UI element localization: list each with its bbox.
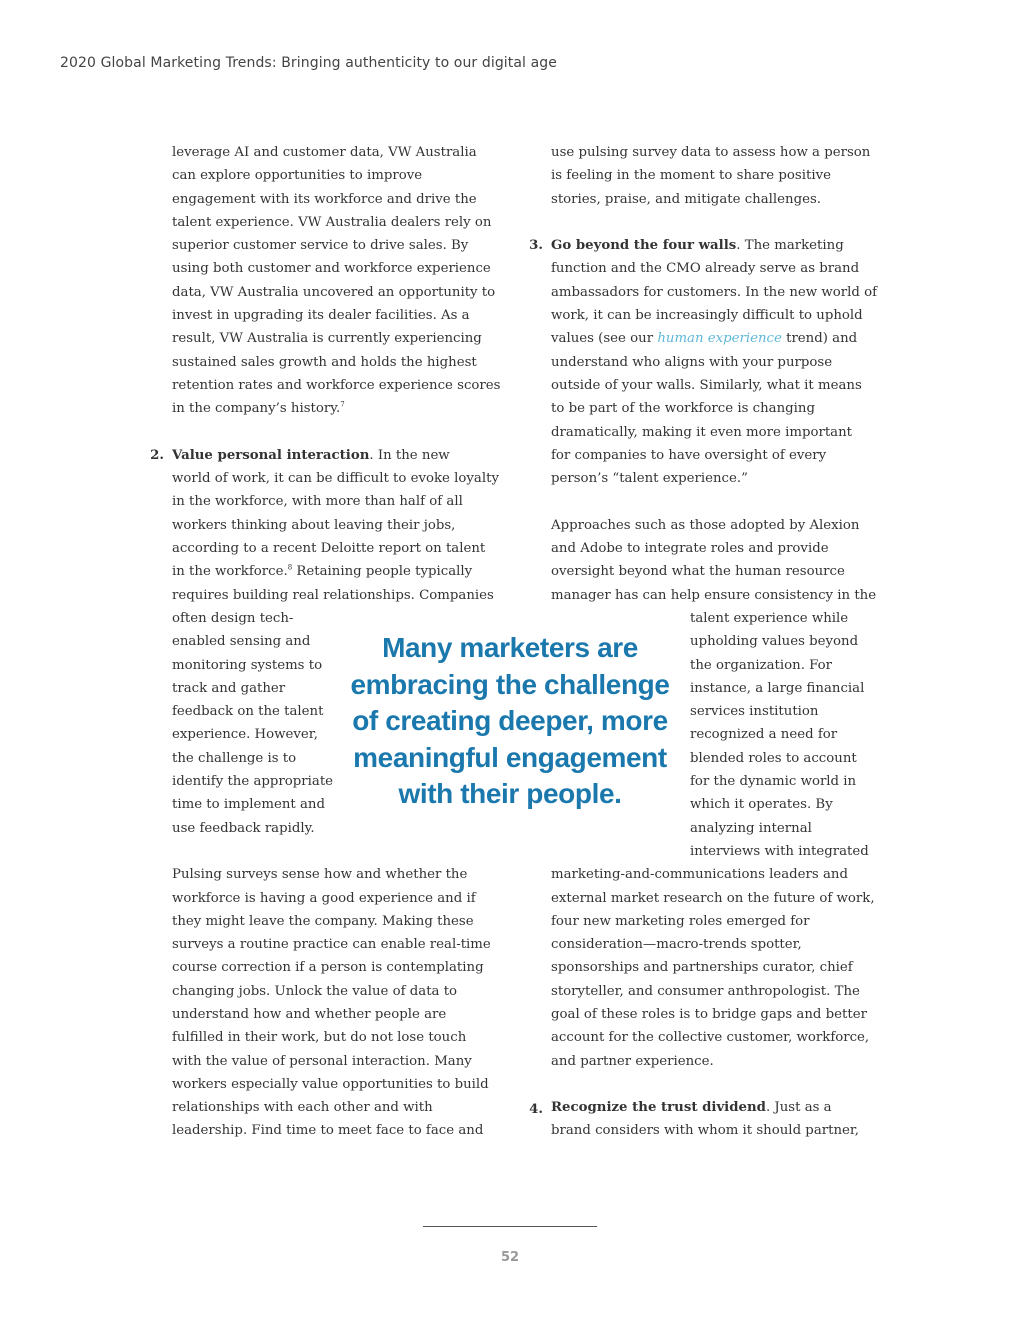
footnote-marker: 8	[287, 563, 293, 572]
item-3-line: person’s “talent experience.”	[551, 471, 748, 487]
item-2-heading-line	[172, 444, 502, 467]
item-2-line: according to a recent Deloitte report on talent	[172, 541, 486, 557]
left-intro-line: superior customer service to drive sales. By	[172, 238, 469, 254]
approaches-line: instance, a large financial	[690, 680, 865, 696]
left-intro-text: in the company’s history.	[172, 401, 341, 417]
approaches-line: account for the collective customer, workforce,	[551, 1030, 870, 1046]
right-intro-line: stories, praise, and mitigate challenges.	[551, 191, 821, 207]
left-intro-line: using both customer and workforce experience	[172, 261, 491, 277]
item-2-line: world of work, it can be difficult to evoke loyalty	[172, 471, 499, 487]
item-4-heading-line	[551, 1096, 881, 1119]
item-2-title-rest: . In the new	[369, 447, 450, 463]
pull-quote-line: of creating deeper, more	[352, 705, 668, 736]
item-3-line: understand who aligns with your purpose	[551, 354, 833, 370]
item-3-line: function and the CMO already serve as brand	[551, 261, 860, 277]
item-2-line	[172, 560, 502, 583]
approaches-line: blended roles to account	[690, 750, 857, 766]
item-2-line: workers thinking about leaving their jobs,	[172, 517, 456, 533]
item-3-line	[551, 327, 881, 350]
approaches-line: analyzing internal	[690, 820, 812, 836]
pulsing-para-line: fulfilled in their work, but do not lose touch	[172, 1030, 467, 1046]
item-3-number: 3.	[529, 238, 543, 253]
right-intro-line: is feeling in the moment to share positive	[551, 168, 831, 184]
pulsing-para-line: leadership. Find time to meet face to face and	[172, 1123, 484, 1139]
item-4-number: 4.	[529, 1102, 543, 1117]
item-2-line: identify the appropriate	[172, 774, 334, 790]
approaches-line: storyteller, and consumer anthropologist. The	[551, 983, 860, 999]
approaches-line: recognized a need for	[690, 727, 838, 743]
item-3-title-rest: . The marketing	[736, 238, 844, 254]
item-2-line: time to implement and	[172, 797, 325, 813]
left-intro-line: result, VW Australia is currently experiencing	[172, 331, 482, 347]
left-intro-line: talent experience. VW Australia dealers rely on	[172, 214, 492, 230]
approaches-line: consideration—macro-trends spotter,	[551, 937, 802, 953]
item-2-line: feedback on the talent	[172, 704, 324, 720]
item-3-line: outside of your walls. Similarly, what it means	[551, 377, 862, 393]
item-3-text: values (see our	[551, 331, 658, 347]
pulsing-para-line: course correction if a person is contemplating	[172, 960, 484, 976]
approaches-line: talent experience while	[690, 610, 849, 626]
left-intro-line: can explore opportunities to improve	[172, 168, 423, 184]
footer-divider	[423, 1226, 597, 1227]
running-header: 2020 Global Marketing Trends: Bringing authenticity to our digital age	[60, 55, 557, 71]
item-2-line: track and gather	[172, 680, 286, 696]
item-3-line: ambassadors for customers. In the new world of	[551, 284, 878, 300]
pulsing-para-line: relationships with each other and with	[172, 1100, 433, 1116]
item-2-text: in the workforce.	[172, 564, 288, 580]
item-2-line: use feedback rapidly.	[172, 820, 315, 836]
item-3-line: for companies to have oversight of every	[551, 447, 827, 463]
item-4-line: brand considers with whom it should partner,	[551, 1123, 859, 1139]
item-3-line: work, it can be increasingly difficult to uphold	[551, 308, 863, 324]
pull-quote	[340, 630, 680, 813]
item-2-line: in the workforce, with more than half of all	[172, 494, 463, 510]
pulsing-para-line: workers especially value opportunities to build	[172, 1076, 489, 1092]
pulsing-para-line: with the value of personal interaction. Many	[172, 1053, 472, 1069]
item-2-line: experience. However,	[172, 727, 318, 743]
left-intro-line: sustained sales growth and holds the highest	[172, 354, 477, 370]
approaches-line: Approaches such as those adopted by Alexion	[551, 517, 860, 533]
left-intro-line: data, VW Australia uncovered an opportunity to	[172, 284, 496, 300]
left-intro-line: engagement with its workforce and drive the	[172, 191, 477, 207]
item-3-heading-line	[551, 234, 881, 257]
item-2-line: monitoring systems to	[172, 657, 323, 673]
item-2-line: requires building real relationships. Companies	[172, 587, 494, 603]
item-4-title: Recognize the trust dividend	[551, 1100, 766, 1116]
right-intro-line: use pulsing survey data to assess how a person	[551, 145, 871, 160]
item-2-number: 2.	[150, 448, 164, 463]
approaches-line: services institution	[690, 704, 819, 720]
item-3-text: trend) and	[781, 331, 858, 347]
left-intro-line: leverage AI and customer data, VW Australia	[172, 145, 477, 160]
item-4-title-rest: . Just as a	[765, 1100, 832, 1116]
approaches-line: the organization. For	[690, 657, 833, 673]
footnote-marker: 7	[340, 400, 345, 409]
item-3-line: dramatically, making it even more important	[551, 424, 852, 440]
item-3-line: to be part of the workforce is changing	[551, 401, 815, 417]
approaches-line: which it operates. By	[690, 797, 833, 813]
item-2-line: the challenge is to	[172, 750, 297, 766]
item-2-line: often design tech-	[172, 610, 294, 626]
approaches-line: manager has can help ensure consistency in the	[551, 587, 877, 603]
approaches-line: and Adobe to integrate roles and provide	[551, 541, 829, 557]
pull-quote-line: with their people.	[398, 778, 622, 809]
approaches-line: goal of these roles is to bridge gaps and better	[551, 1006, 867, 1022]
approaches-line: marketing-and-communications leaders and	[551, 867, 848, 883]
left-intro-line: retention rates and workforce experience scores	[172, 377, 501, 393]
approaches-line: sponsorships and partnerships curator, chief	[551, 960, 853, 976]
item-3-title: Go beyond the four walls	[551, 238, 737, 254]
human-experience-link[interactable]: human experience	[657, 331, 782, 347]
left-intro-line: invest in upgrading its dealer facilities. As a	[172, 308, 470, 324]
pull-quote-line: embracing the challenge	[350, 668, 670, 700]
left-intro-line	[172, 397, 502, 420]
pulsing-para-line: workforce is having a good experience and if	[172, 890, 476, 906]
pulsing-para-line: understand how and whether people are	[172, 1006, 447, 1022]
approaches-line: oversight beyond what the human resource	[551, 564, 845, 580]
approaches-line: and partner experience.	[551, 1053, 714, 1069]
pull-quote-line: meaningful engagement	[353, 741, 667, 773]
pulsing-para-line: surveys a routine practice can enable real-time	[172, 937, 491, 953]
pulsing-para-line: they might leave the company. Making these	[172, 913, 474, 929]
pulsing-para-line: Pulsing surveys sense how and whether the	[172, 867, 468, 883]
approaches-line: four new marketing roles emerged for	[551, 913, 810, 929]
approaches-line: upholding values beyond	[690, 634, 859, 650]
pulsing-para-line: changing jobs. Unlock the value of data to	[172, 983, 458, 999]
approaches-line: for the dynamic world in	[690, 774, 857, 790]
item-2-line: enabled sensing and	[172, 634, 311, 650]
pull-quote-line: Many marketers are	[382, 632, 638, 663]
item-2-text: Retaining people typically	[292, 564, 473, 580]
item-2-title: Value personal interaction	[172, 447, 370, 463]
approaches-line: interviews with integrated	[690, 843, 869, 859]
page-number: 52	[500, 1250, 520, 1265]
approaches-line: external market research on the future of work,	[551, 890, 875, 906]
